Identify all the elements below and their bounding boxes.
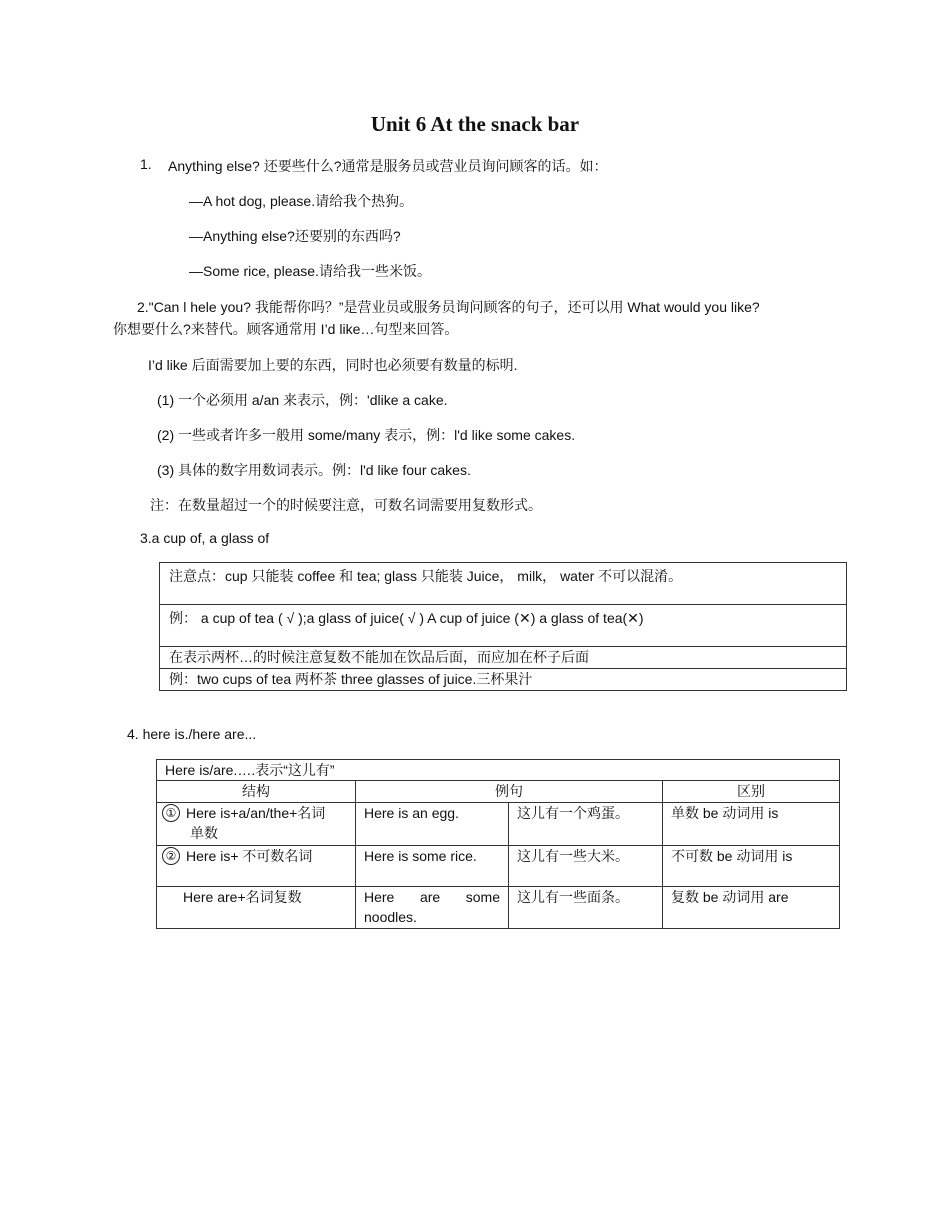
table-row: [157, 803, 840, 846]
column-header: 例句: [356, 781, 663, 803]
table-row: 在表示两杯…的时候注意复数不能加在饮品后面，而应加在杯子后面: [160, 647, 847, 669]
note: 注：在数量超过一个的时候要注意，可数名词需要用复数形式。: [150, 497, 542, 513]
translation-cell: 这儿有一个鸡蛋。: [509, 803, 663, 846]
difference-cell: 不可数 be 动词用 is: [663, 846, 840, 887]
table-row: 例：two cups of tea 两杯茶 three glasses of juice.三杯果汁: [160, 669, 847, 691]
table-row: 例： a cup of tea ( √ );a glass of juice( √ ) A cup of juice (✕) a glass of tea(✕): [160, 605, 847, 647]
page-title: Unit 6 At the snack bar: [370, 112, 580, 136]
difference-cell: 单数 be 动词用 is: [663, 803, 840, 846]
item-1-text: Anything else? 还要些什么?通常是服务员或营业员询问顾客的话。如：: [168, 158, 608, 174]
structure-text: Here is+a/an/the+名词: [186, 805, 326, 821]
here-is-are-table: [156, 759, 840, 929]
table-row: [157, 846, 840, 887]
dialogue-line-1: —A hot dog, please.请给我个热狗。: [189, 193, 414, 209]
table-row: [157, 887, 840, 929]
table-row: 注意点：cup 只能装 coffee 和 tea; glass 只能装 Juice， milk， water 不可以混淆。: [160, 563, 847, 605]
rule-2: (2) 一些或者许多一般用 some/many 表示，例：l'd like some cakes.: [157, 427, 576, 443]
column-header: 区别: [663, 781, 840, 803]
dialogue-line-2: —Anything else?还要别的东西吗?: [189, 228, 401, 244]
example-line-1: [364, 887, 500, 907]
translation-cell: 这儿有一些大米。: [509, 846, 663, 887]
item-3-heading: 3.a cup of, a glass of: [140, 530, 270, 546]
item-2-line-3: I’d like 后面需要加上要的东西，同时也必须要有数量的标明.: [148, 357, 518, 373]
table-title: Here is/are.….表示“这儿有”: [157, 760, 840, 781]
rule-3: (3) 具体的数字用数词表示。例：l'd like four cakes.: [157, 462, 471, 478]
example-cell: Here is an egg.: [356, 803, 509, 846]
example-cell: [356, 887, 509, 929]
example-cell: Here is some rice.: [356, 846, 509, 887]
difference-cell: 复数 be 动词用 are: [663, 887, 840, 929]
item-2-line-2: 你想要什么?来替代。顾客通常用 I’d like…句型来回答。: [113, 321, 459, 337]
item-1-number: 1.: [140, 156, 152, 172]
dialogue-line-3: —Some rice, please.请给我一些米饭。: [189, 263, 431, 279]
item-4-heading: 4. here is./here are...: [127, 726, 257, 742]
word: Here: [364, 889, 395, 905]
item-2-line-1: 2."Can l hele you? 我能帮你吗？”是营业员或服务员询问顾客的句子，还可以用 What would you like?: [137, 299, 760, 315]
structure-cell: Here are+名词复数: [157, 887, 356, 929]
example-line-2: noodles.: [364, 909, 417, 925]
cup-glass-table: [159, 562, 847, 691]
number-marker: ①: [162, 804, 180, 822]
structure-cell: [157, 803, 356, 846]
number-marker: ②: [162, 847, 180, 865]
column-header: 结构: [157, 781, 356, 803]
rule-1: (1) 一个必须用 a/an 来表示，例：'dlike a cake.: [157, 392, 448, 408]
word: some: [465, 889, 500, 905]
translation-cell: 这儿有一些面条。: [509, 887, 663, 929]
structure-text-cont: 单数: [190, 825, 218, 841]
structure-cell: [157, 846, 356, 887]
word: are: [419, 889, 441, 905]
structure-text: Here is+ 不可数名词: [186, 848, 313, 864]
